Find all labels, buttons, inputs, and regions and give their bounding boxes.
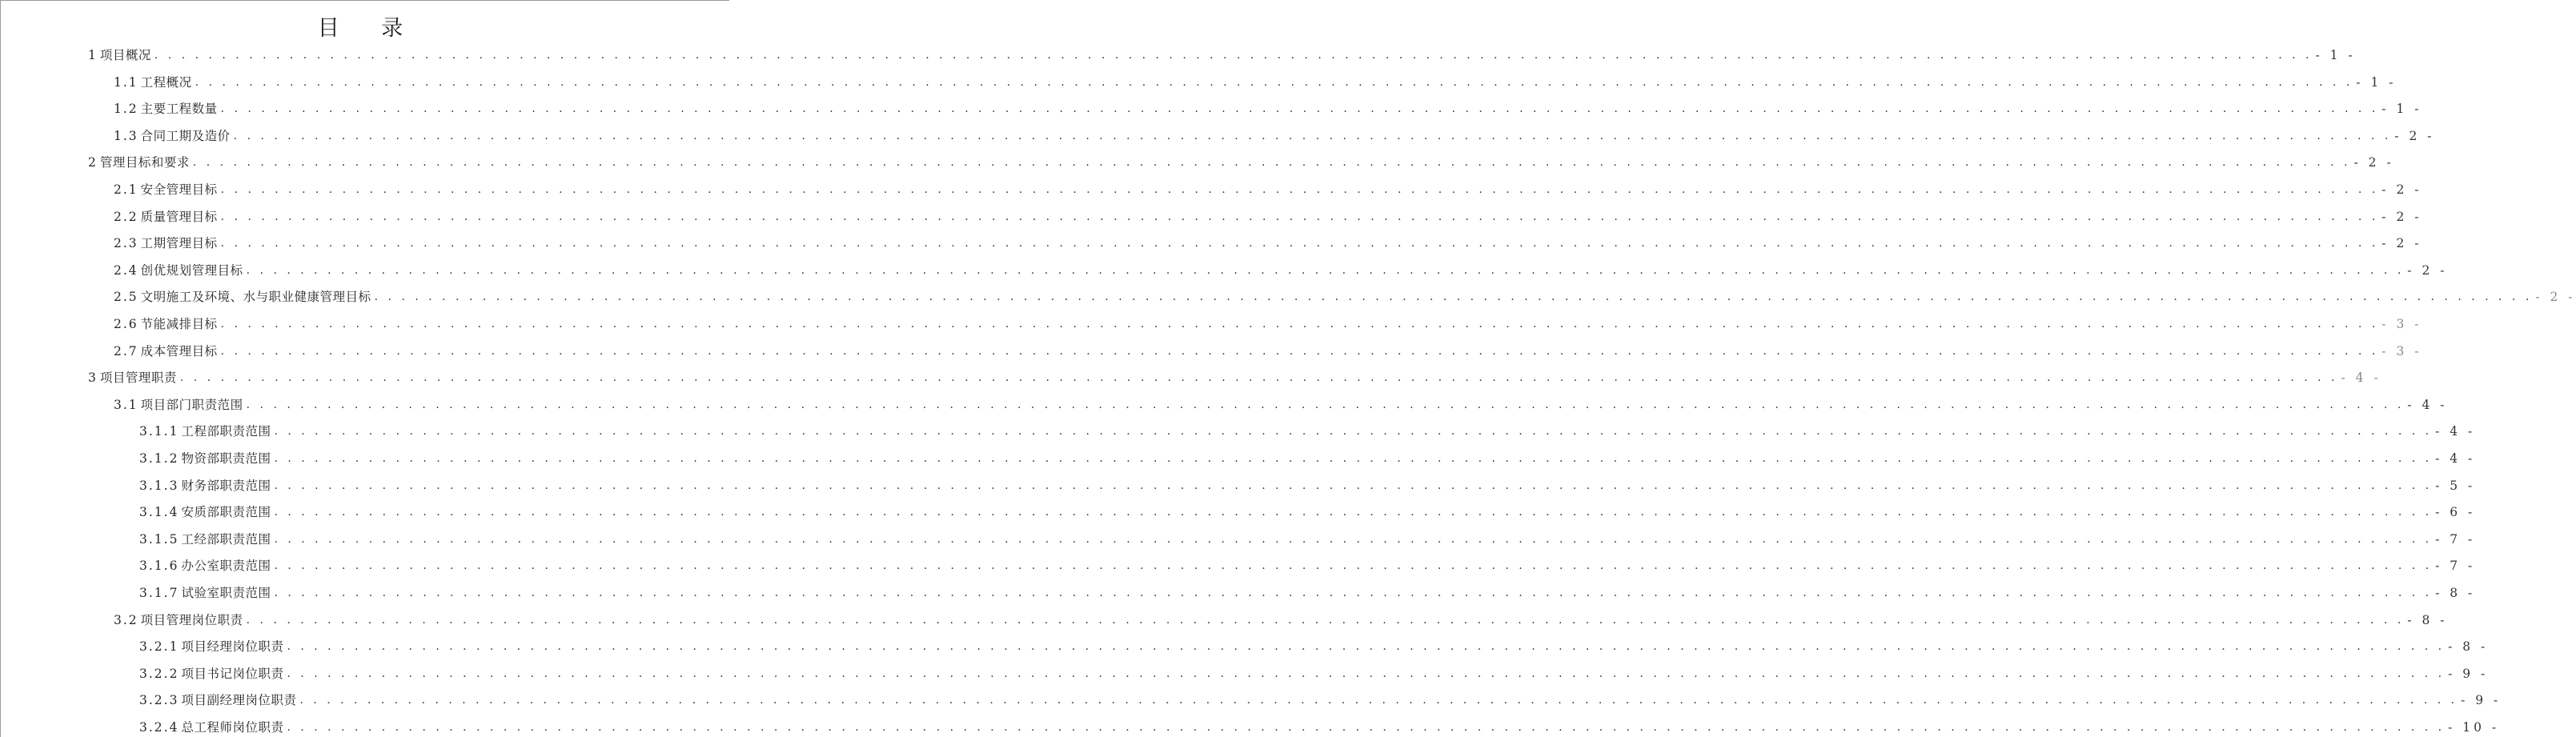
toc-entry-label: 项目部门职责范围	[140, 397, 243, 412]
toc-dot-leader: . . . . . . . . . . . . . . . . . . . . . . . . . . . . . . . . . . . . . . . . . . . . . . . . . . . . . . . . . . . . . . . . . . . . . . . . . . . . . . . . . . . . . . . . . . . . . . . . . . . . . . . . . . . . . . . . . . . . . . . . . . . . . . . . . . . . . . . . . . . . . . . . . . . . . . . . . . . . . . . .	[154, 49, 2313, 62]
toc-entry[interactable]	[1, 394, 2448, 413]
toc-entry[interactable]	[1, 420, 2476, 439]
toc-entry-page: - 7 -	[2435, 559, 2476, 574]
toc-entry-number: 3.1.4	[139, 505, 179, 520]
toc-dot-leader: . . . . . . . . . . . . . . . . . . . . . . . . . . . . . . . . . . . . . . . . . . . . . . . . . . . . . . . . . . . . . . . . . . . . . . . . . . . . . . . . . . . . . . . . . . . . . . . . . . . . . . . . . . . . . . . . . . . . . . . . . . . . . . . . . . . . . . . . . . . . . . . . . . . . . . . . . . . . . . . .	[220, 102, 2379, 116]
toc-entry-label: 安质部职责范围	[181, 505, 271, 520]
toc-entry-label: 合同工期及造价	[140, 128, 231, 143]
toc-entry-page: - 8 -	[2448, 639, 2489, 655]
toc-entry-label: 试验室职责范围	[181, 586, 271, 600]
toc-entry[interactable]	[1, 501, 2476, 520]
toc-title: 目 录	[317, 16, 421, 41]
toc-entry-label: 项目副经理岗位职责	[181, 693, 297, 708]
toc-entry[interactable]	[1, 151, 2394, 170]
toc-entry-page: - 8 -	[2407, 612, 2448, 627]
toc-dot-leader: . . . . . . . . . . . . . . . . . . . . . . . . . . . . . . . . . . . . . . . . . . . . . . . . . . . . . . . . . . . . . . . . . . . . . . . . . . . . . . . . . . . . . . . . . . . . . . . . . . . . . . . . . . . . . . . . . . . . . . . . . . . . . . . . . . . . . . . . . . . . . . . . . . . . . . . . . . . . . . . .	[274, 532, 2433, 546]
toc-entry[interactable]	[1, 71, 2397, 90]
toc-entry-number: 1.3	[114, 128, 138, 143]
toc-dot-leader: . . . . . . . . . . . . . . . . . . . . . . . . . . . . . . . . . . . . . . . . . . . . . . . . . . . . . . . . . . . . . . . . . . . . . . . . . . . . . . . . . . . . . . . . . . . . . . . . . . . . . . . . . . . . . . . . . . . . . . . . . . . . . . . . . . . . . . . . . . . . . . . . . . . . . . . . . . . . . . . .	[179, 371, 2338, 385]
toc-entry-label: 工程部职责范围	[181, 424, 271, 439]
toc-entry-number: 2.1	[114, 182, 138, 197]
toc-entry[interactable]	[1, 689, 2502, 708]
toc-dot-leader: . . . . . . . . . . . . . . . . . . . . . . . . . . . . . . . . . . . . . . . . . . . . . . . . . . . . . . . . . . . . . . . . . . . . . . . . . . . . . . . . . . . . . . . . . . . . . . . . . . . . . . . . . . . . . . . . . . . . . . . . . . . . . . . . . . . . . . . . . . . . . . . . . . . . . . . . . . . . . . . .	[220, 210, 2379, 223]
toc-entry-page: - 2 -	[2381, 236, 2422, 251]
toc-dot-leader: . . . . . . . . . . . . . . . . . . . . . . . . . . . . . . . . . . . . . . . . . . . . . . . . . . . . . . . . . . . . . . . . . . . . . . . . . . . . . . . . . . . . . . . . . . . . . . . . . . . . . . . . . . . . . . . . . . . . . . . . . . . . . . . . . . . . . . . . . . . . . . . . . . . . . . . . . . . . . . . .	[246, 398, 2405, 411]
toc-entry-number: 2.3	[114, 236, 138, 251]
toc-entry-page: - 2 -	[2353, 155, 2394, 170]
toc-entry-page: - 6 -	[2435, 505, 2476, 520]
toc-entry[interactable]	[1, 609, 2448, 628]
toc-entry-page: - 5 -	[2435, 478, 2476, 493]
toc-entry-page: - 4 -	[2341, 371, 2381, 386]
toc-dot-leader: . . . . . . . . . . . . . . . . . . . . . . . . . . . . . . . . . . . . . . . . . . . . . . . . . . . . . . . . . . . . . . . . . . . . . . . . . . . . . . . . . . . . . . . . . . . . . . . . . . . . . . . . . . . . . . . . . . . . . . . . . . . . . . . . . . . . . . . . . . . . . . . . . . . . . . . . . . . . . . . .	[299, 694, 2458, 707]
toc-entry-number: 3.1.2	[139, 451, 179, 466]
toc-entry-number: 1.2	[114, 102, 138, 117]
toc-entry[interactable]	[1, 125, 2435, 144]
toc-entry[interactable]	[1, 366, 2381, 386]
toc-entry[interactable]	[1, 582, 2476, 601]
toc-entry-number: 3.1.5	[139, 531, 179, 547]
toc-entry-number: 3.2.4	[139, 720, 179, 735]
toc-entry-label: 项目概况	[99, 48, 151, 62]
toc-entry-number: 2.2	[114, 209, 138, 224]
toc-entry-page: - 8 -	[2435, 586, 2476, 600]
toc-entry-page: - 9 -	[2461, 693, 2502, 708]
toc-dot-leader: . . . . . . . . . . . . . . . . . . . . . . . . . . . . . . . . . . . . . . . . . . . . . . . . . . . . . . . . . . . . . . . . . . . . . . . . . . . . . . . . . . . . . . . . . . . . . . . . . . . . . . . . . . . . . . . . . . . . . . . . . . . . . . . . . . . . . . . . . . . . . . . . . . . . . . . . . . . . . . . .	[274, 452, 2433, 465]
toc-dot-leader: . . . . . . . . . . . . . . . . . . . . . . . . . . . . . . . . . . . . . . . . . . . . . . . . . . . . . . . . . . . . . . . . . . . . . . . . . . . . . . . . . . . . . . . . . . . . . . . . . . . . . . . . . . . . . . . . . . . . . . . . . . . . . . . . . . . . . . . . . . . . . . . . . . . . . . . . . . . . . . . .	[220, 344, 2379, 358]
toc-entry-number: 3	[88, 371, 98, 386]
toc-entry[interactable]	[1, 475, 2476, 494]
toc-entry[interactable]	[1, 259, 2448, 278]
toc-entry-number: 1	[88, 48, 98, 62]
toc-entry-label: 主要工程数量	[140, 102, 218, 117]
toc-dot-leader: . . . . . . . . . . . . . . . . . . . . . . . . . . . . . . . . . . . . . . . . . . . . . . . . . . . . . . . . . . . . . . . . . . . . . . . . . . . . . . . . . . . . . . . . . . . . . . . . . . . . . . . . . . . . . . . . . . . . . . . . . . . . . . . . . . . . . . . . . . . . . . . . . . . . . . . . . . . . . . . .	[274, 559, 2433, 573]
toc-dot-leader: . . . . . . . . . . . . . . . . . . . . . . . . . . . . . . . . . . . . . . . . . . . . . . . . . . . . . . . . . . . . . . . . . . . . . . . . . . . . . . . . . . . . . . . . . . . . . . . . . . . . . . . . . . . . . . . . . . . . . . . . . . . . . . . . . . . . . . . . . . . . . . . . . . . . . . . . . . . . . . . .	[246, 613, 2405, 627]
toc-entry-number: 2	[88, 155, 98, 170]
toc-entry-page: - 1 -	[2315, 48, 2356, 62]
toc-dot-leader: . . . . . . . . . . . . . . . . . . . . . . . . . . . . . . . . . . . . . . . . . . . . . . . . . . . . . . . . . . . . . . . . . . . . . . . . . . . . . . . . . . . . . . . . . . . . . . . . . . . . . . . . . . . . . . . . . . . . . . . . . . . . . . . . . . . . . . . . . . . . . . . . . . . . . . . . . . . . . . . .	[287, 667, 2446, 680]
toc-dot-leader: . . . . . . . . . . . . . . . . . . . . . . . . . . . . . . . . . . . . . . . . . . . . . . . . . . . . . . . . . . . . . . . . . . . . . . . . . . . . . . . . . . . . . . . . . . . . . . . . . . . . . . . . . . . . . . . . . . . . . . . . . . . . . . . . . . . . . . . . . . . . . . . . . . . . . . . . . . . . . . . .	[192, 156, 2351, 170]
toc-entry-number: 3.2	[114, 612, 138, 627]
toc-entry-page: - 7 -	[2435, 531, 2476, 547]
toc-entry-label: 物资部职责范围	[181, 451, 271, 466]
toc-entry-page: - 2 -	[2381, 182, 2422, 197]
toc-dot-leader: . . . . . . . . . . . . . . . . . . . . . . . . . . . . . . . . . . . . . . . . . . . . . . . . . . . . . . . . . . . . . . . . . . . . . . . . . . . . . . . . . . . . . . . . . . . . . . . . . . . . . . . . . . . . . . . . . . . . . . . . . . . . . . . . . . . . . . . . . . . . . . . . . . . . . . . . . . . . . . . .	[287, 721, 2446, 734]
toc-entry-label: 工经部职责范围	[181, 531, 271, 547]
toc-entry-number: 3.1.1	[139, 424, 179, 439]
toc-entry-label: 财务部职责范围	[181, 478, 271, 493]
toc-entry-number: 1.1	[114, 74, 138, 90]
toc-entry[interactable]	[1, 44, 2356, 63]
toc-entry[interactable]	[1, 635, 2489, 655]
toc-entry-page: - 9 -	[2448, 666, 2489, 681]
toc-dot-leader: . . . . . . . . . . . . . . . . . . . . . . . . . . . . . . . . . . . . . . . . . . . . . . . . . . . . . . . . . . . . . . . . . . . . . . . . . . . . . . . . . . . . . . . . . . . . . . . . . . . . . . . . . . . . . . . . . . . . . . . . . . . . . . . . . . . . . . . . . . . . . . . . . . . . . . . . . . . . . . . .	[220, 318, 2379, 330]
toc-entry-number: 3.2.1	[139, 639, 179, 655]
toc-entry-label: 节能减排目标	[140, 317, 218, 331]
toc-dot-leader: . . . . . . . . . . . . . . . . . . . . . . . . . . . . . . . . . . . . . . . . . . . . . . . . . . . . . . . . . . . . . . . . . . . . . . . . . . . . . . . . . . . . . . . . . . . . . . . . . . . . . . . . . . . . . . . . . . . . . . . . . . . . . . . . . . . . . . . . . . . . . . . . . . . . . . . . . . . . . . . .	[233, 129, 2392, 142]
toc-dot-leader: . . . . . . . . . . . . . . . . . . . . . . . . . . . . . . . . . . . . . . . . . . . . . . . . . . . . . . . . . . . . . . . . . . . . . . . . . . . . . . . . . . . . . . . . . . . . . . . . . . . . . . . . . . . . . . . . . . . . . . . . . . . . . . . . . . . . . . . . . . . . . . . . . . . . . . . . . . . . . . . .	[246, 263, 2405, 277]
toc-entry-label: 项目管理岗位职责	[140, 612, 243, 627]
toc-entry[interactable]	[1, 716, 2500, 735]
toc-entry-number: 3.1.7	[139, 586, 179, 600]
toc-entry-page: - 2 -	[2407, 262, 2448, 278]
toc-entry[interactable]	[1, 98, 2422, 117]
toc-entry[interactable]	[1, 340, 2422, 359]
toc-entry-label: 工程概况	[140, 74, 192, 90]
toc-dot-leader: . . . . . . . . . . . . . . . . . . . . . . . . . . . . . . . . . . . . . . . . . . . . . . . . . . . . . . . . . . . . . . . . . . . . . . . . . . . . . . . . . . . . . . . . . . . . . . . . . . . . . . . . . . . . . . . . . . . . . . . . . . . . . . . . . . . . . . . . . . . . . . . . . . . . . . . . . . . . . . . .	[287, 640, 2446, 654]
toc-dot-leader: . . . . . . . . . . . . . . . . . . . . . . . . . . . . . . . . . . . . . . . . . . . . . . . . . . . . . . . . . . . . . . . . . . . . . . . . . . . . . . . . . . . . . . . . . . . . . . . . . . . . . . . . . . . . . . . . . . . . . . . . . . . . . . . . . . . . . . . . . . . . . . . . . . . . . . . . . . . . . . . .	[220, 183, 2379, 196]
toc-entry-number: 3.2.2	[139, 666, 179, 681]
toc-entry-page: - 2 -	[2394, 128, 2435, 143]
toc-entry-page: - 1 -	[2356, 74, 2397, 90]
toc-entry-label: 创优规划管理目标	[140, 262, 243, 278]
toc-entry[interactable]	[1, 206, 2422, 225]
toc-entry-page: - 3 -	[2381, 343, 2422, 358]
toc-entry-number: 3.1.6	[139, 559, 179, 574]
toc-entry-label: 总工程师岗位职责	[181, 720, 284, 735]
toc-entry-page: - 4 -	[2435, 451, 2476, 466]
toc-entry[interactable]	[1, 232, 2422, 251]
toc-dot-leader: . . . . . . . . . . . . . . . . . . . . . . . . . . . . . . . . . . . . . . . . . . . . . . . . . . . . . . . . . . . . . . . . . . . . . . . . . . . . . . . . . . . . . . . . . . . . . . . . . . . . . . . . . . . . . . . . . . . . . . . . . . . . . . . . . . . . . . . . . . . . . . . . . . . . . . . . . . . . . . . .	[274, 479, 2433, 492]
toc-entry-label: 项目书记岗位职责	[181, 666, 284, 681]
toc-entry[interactable]	[1, 528, 2476, 547]
toc-entry[interactable]	[1, 313, 2422, 332]
toc-entry-label: 质量管理目标	[140, 209, 218, 224]
toc-dot-leader: . . . . . . . . . . . . . . . . . . . . . . . . . . . . . . . . . . . . . . . . . . . . . . . . . . . . . . . . . . . . . . . . . . . . . . . . . . . . . . . . . . . . . . . . . . . . . . . . . . . . . . . . . . . . . . . . . . . . . . . . . . . . . . . . . . . . . . . . . . . . . . . . . . . . . . . . . . . . . . . .	[374, 290, 2533, 304]
toc-entry-number: 2.4	[114, 262, 138, 278]
toc-entry-label: 项目管理职责	[99, 371, 177, 386]
toc-entry-label: 工期管理目标	[140, 236, 218, 251]
toc-dot-leader: . . . . . . . . . . . . . . . . . . . . . . . . . . . . . . . . . . . . . . . . . . . . . . . . . . . . . . . . . . . . . . . . . . . . . . . . . . . . . . . . . . . . . . . . . . . . . . . . . . . . . . . . . . . . . . . . . . . . . . . . . . . . . . . . . . . . . . . . . . . . . . . . . . . . . . . . . . . . . . . .	[220, 237, 2379, 250]
toc-entry[interactable]	[1, 447, 2476, 467]
toc-entry[interactable]	[1, 555, 2476, 574]
toc-entry-page: - 4 -	[2435, 424, 2476, 439]
toc-dot-leader: . . . . . . . . . . . . . . . . . . . . . . . . . . . . . . . . . . . . . . . . . . . . . . . . . . . . . . . . . . . . . . . . . . . . . . . . . . . . . . . . . . . . . . . . . . . . . . . . . . . . . . . . . . . . . . . . . . . . . . . . . . . . . . . . . . . . . . . . . . . . . . . . . . . . . . . . . . . . . . . .	[195, 75, 2353, 89]
toc-dot-leader: . . . . . . . . . . . . . . . . . . . . . . . . . . . . . . . . . . . . . . . . . . . . . . . . . . . . . . . . . . . . . . . . . . . . . . . . . . . . . . . . . . . . . . . . . . . . . . . . . . . . . . . . . . . . . . . . . . . . . . . . . . . . . . . . . . . . . . . . . . . . . . . . . . . . . . . . . . . . . . . .	[274, 506, 2433, 519]
toc-entry-number: 2.7	[114, 343, 138, 358]
toc-entry-number: 3.1	[114, 397, 138, 412]
toc-entry[interactable]	[1, 663, 2489, 682]
toc-entry-number: 2.5	[114, 290, 138, 305]
toc-entry-page: - 2 -	[2381, 209, 2422, 224]
toc-dot-leader: . . . . . . . . . . . . . . . . . . . . . . . . . . . . . . . . . . . . . . . . . . . . . . . . . . . . . . . . . . . . . . . . . . . . . . . . . . . . . . . . . . . . . . . . . . . . . . . . . . . . . . . . . . . . . . . . . . . . . . . . . . . . . . . . . . . . . . . . . . . . . . . . . . . . . . . . . . . . . . . .	[274, 425, 2433, 439]
toc-entry[interactable]	[1, 286, 2576, 305]
toc-entry-page: - 3 -	[2381, 317, 2422, 331]
toc-entry-page: - 10 -	[2448, 720, 2500, 735]
toc-entry[interactable]	[1, 178, 2422, 198]
toc-entry-label: 文明施工及环境、水与职业健康管理目标	[140, 290, 371, 305]
toc-entry-page: - 2 -	[2535, 290, 2576, 305]
toc-entry-label: 项目经理岗位职责	[181, 639, 284, 655]
toc-entry-label: 办公室职责范围	[181, 559, 271, 574]
toc-entry-label: 安全管理目标	[140, 182, 218, 197]
toc-entry-number: 3.2.3	[139, 693, 179, 708]
toc-dot-leader: . . . . . . . . . . . . . . . . . . . . . . . . . . . . . . . . . . . . . . . . . . . . . . . . . . . . . . . . . . . . . . . . . . . . . . . . . . . . . . . . . . . . . . . . . . . . . . . . . . . . . . . . . . . . . . . . . . . . . . . . . . . . . . . . . . . . . . . . . . . . . . . . . . . . . . . . . . . . . . . .	[274, 587, 2433, 599]
toc-entry-page: - 4 -	[2407, 397, 2448, 412]
toc-entry-number: 2.6	[114, 317, 138, 331]
toc-entry-page: - 1 -	[2381, 102, 2422, 117]
toc-entry-label: 管理目标和要求	[99, 155, 190, 170]
toc-entry-label: 成本管理目标	[140, 343, 218, 358]
toc-entry-number: 3.1.3	[139, 478, 179, 493]
